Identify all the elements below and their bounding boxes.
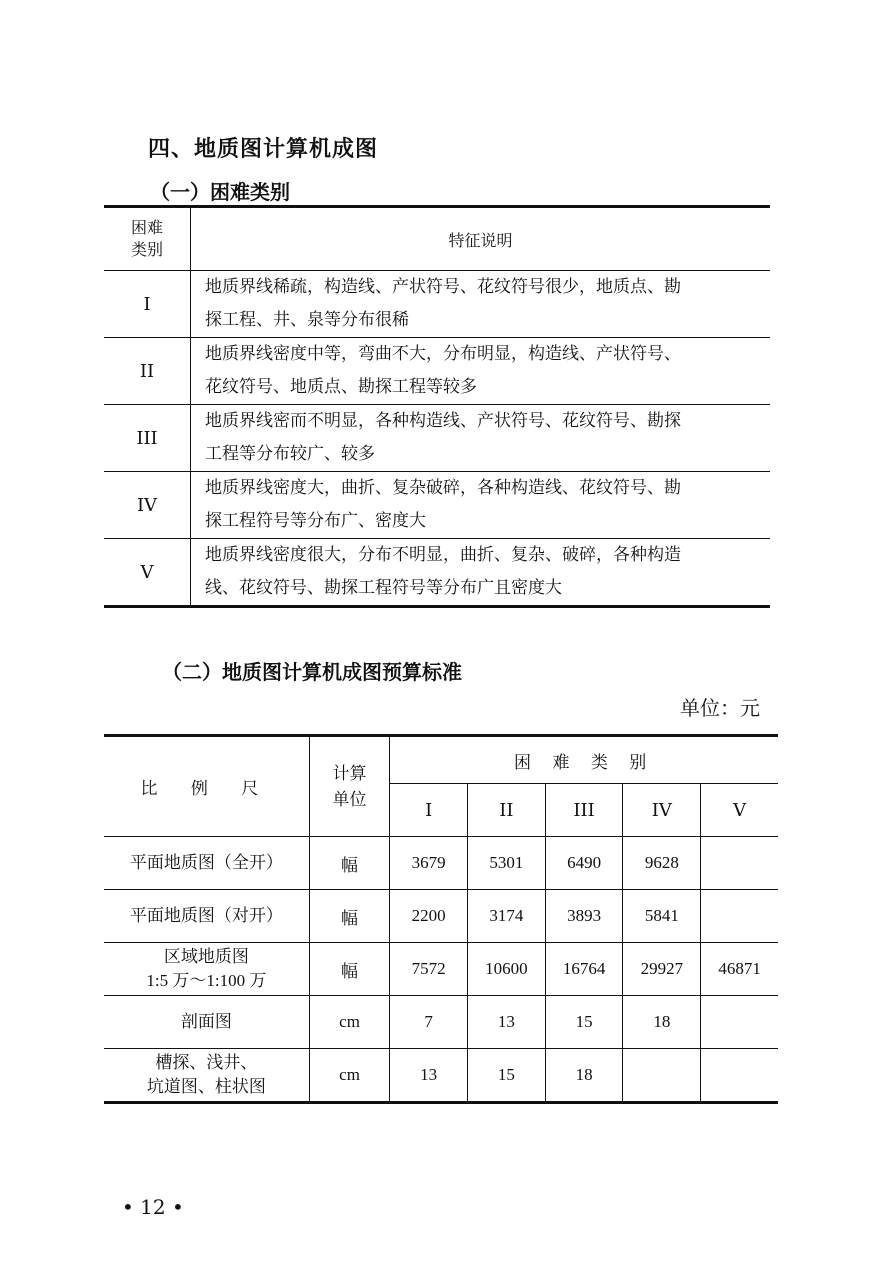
- header-calc-unit-line2: 单位: [332, 789, 367, 810]
- value-cell: 18: [545, 1049, 623, 1103]
- value-cell: 7: [390, 996, 468, 1049]
- header-class-4: IV: [623, 784, 701, 837]
- description-cell: [191, 338, 771, 405]
- value-cell: 15: [545, 996, 623, 1049]
- description-cell: [191, 271, 771, 338]
- description-line: 工程等分布较广、较多: [205, 444, 375, 464]
- section-2-title: （二）地质图计算机成图预算标准: [162, 660, 462, 684]
- header-description: 特征说明: [191, 207, 771, 271]
- header-class: [104, 207, 191, 271]
- header-calc-unit: [309, 736, 390, 837]
- scale-label: 区域地质图: [163, 947, 249, 967]
- description-line: 地质界线密度大，曲折、复杂破碎，各种构造线、花纹符号、勘: [205, 478, 681, 498]
- description-line: 地质界线稀疏，构造线、产状符号、花纹符号很少，地质点、勘: [205, 277, 681, 297]
- table-row: [104, 472, 770, 539]
- description-cell: [191, 405, 771, 472]
- value-cell: 13: [468, 996, 546, 1049]
- scale-label: 剖面图: [180, 1012, 232, 1032]
- description-cell: [191, 472, 771, 539]
- value-cell: 9628: [623, 837, 701, 890]
- unit-cell: cm: [309, 1049, 390, 1103]
- value-cell: 3679: [390, 837, 468, 890]
- scale-label-range: 1:5 万～1:100 万: [146, 971, 267, 990]
- page-number: • 12 •: [122, 1195, 184, 1219]
- class-cell: IV: [104, 472, 191, 539]
- page-heading: 四、地质图计算机成图: [148, 137, 379, 162]
- value-cell: 2200: [390, 890, 468, 943]
- value-cell: 10600: [468, 943, 546, 996]
- header-class-line2: 类别: [130, 240, 163, 259]
- header-class-3: III: [545, 784, 623, 837]
- value-cell: 18: [623, 996, 701, 1049]
- unit-cell: 幅: [309, 943, 390, 996]
- scale-cell: [104, 890, 309, 943]
- description-line: 探工程、井、泉等分布很稀: [205, 310, 409, 330]
- description-cell: [191, 539, 771, 607]
- value-cell: [701, 1049, 778, 1103]
- scale-cell: [104, 837, 309, 890]
- scale-cell: [104, 943, 309, 996]
- value-cell: 3893: [545, 890, 623, 943]
- header-scale: 比 例 尺: [104, 736, 309, 837]
- header-class-5: V: [701, 784, 778, 837]
- scale-label: 平面地质图（全开）: [129, 853, 283, 873]
- description-line: 探工程符号等分布广、密度大: [205, 511, 426, 531]
- value-cell: 3174: [468, 890, 546, 943]
- table-row: [104, 996, 778, 1049]
- header-difficulty-category: 困 难 类 别: [390, 736, 778, 784]
- value-cell: 13: [390, 1049, 468, 1103]
- value-cell: 6490: [545, 837, 623, 890]
- value-cell: 5841: [623, 890, 701, 943]
- value-cell: [623, 1049, 701, 1103]
- header-class-2: II: [468, 784, 546, 837]
- description-line: 花纹符号、地质点、勘探工程等较多: [205, 377, 477, 397]
- scale-label: 槽探、浅井、: [155, 1053, 258, 1073]
- table-row: [104, 338, 770, 405]
- section-1-title: （一）困难类别: [150, 180, 290, 204]
- budget-standard-table: [104, 734, 778, 1104]
- table-row: [104, 837, 778, 890]
- class-cell: V: [104, 539, 191, 607]
- scale-cell: [104, 996, 309, 1049]
- description-line: 地质界线密度很大，分布不明显，曲折、复杂、破碎，各种构造: [205, 545, 681, 565]
- description-line: 地质界线密度中等，弯曲不大，分布明显，构造线、产状符号、: [205, 344, 681, 364]
- value-cell: 15: [468, 1049, 546, 1103]
- header-class-1: I: [390, 784, 468, 837]
- value-cell: [701, 837, 778, 890]
- unit-label: 单位：元: [680, 696, 760, 720]
- value-cell: 7572: [390, 943, 468, 996]
- scale-label: 平面地质图（对开）: [129, 906, 283, 926]
- table-row: [104, 943, 778, 996]
- class-cell: I: [143, 293, 151, 315]
- unit-cell: 幅: [309, 837, 390, 890]
- class-cell: II: [104, 338, 191, 405]
- value-cell: 5301: [468, 837, 546, 890]
- unit-cell: cm: [309, 996, 390, 1049]
- value-cell: 29927: [623, 943, 701, 996]
- value-cell: 46871: [701, 943, 778, 996]
- header-class-line1: 困难: [130, 218, 163, 237]
- table-row: [104, 539, 770, 607]
- table-row: [104, 405, 770, 472]
- table-row: [104, 271, 770, 338]
- unit-cell: 幅: [309, 890, 390, 943]
- description-line: 地质界线密而不明显，各种构造线、产状符号、花纹符号、勘探: [205, 411, 681, 431]
- description-line: 线、花纹符号、勘探工程符号等分布广且密度大: [205, 578, 562, 598]
- scale-cell: [104, 1049, 309, 1103]
- class-cell: III: [104, 405, 191, 472]
- difficulty-class-table: [104, 205, 770, 608]
- value-cell: 16764: [545, 943, 623, 996]
- header-calc-unit-line1: 计算: [332, 763, 367, 784]
- table-row: [104, 1049, 778, 1103]
- value-cell: [701, 890, 778, 943]
- table-row: [104, 890, 778, 943]
- scale-label-line2: 坑道图、柱状图: [146, 1077, 266, 1097]
- value-cell: [701, 996, 778, 1049]
